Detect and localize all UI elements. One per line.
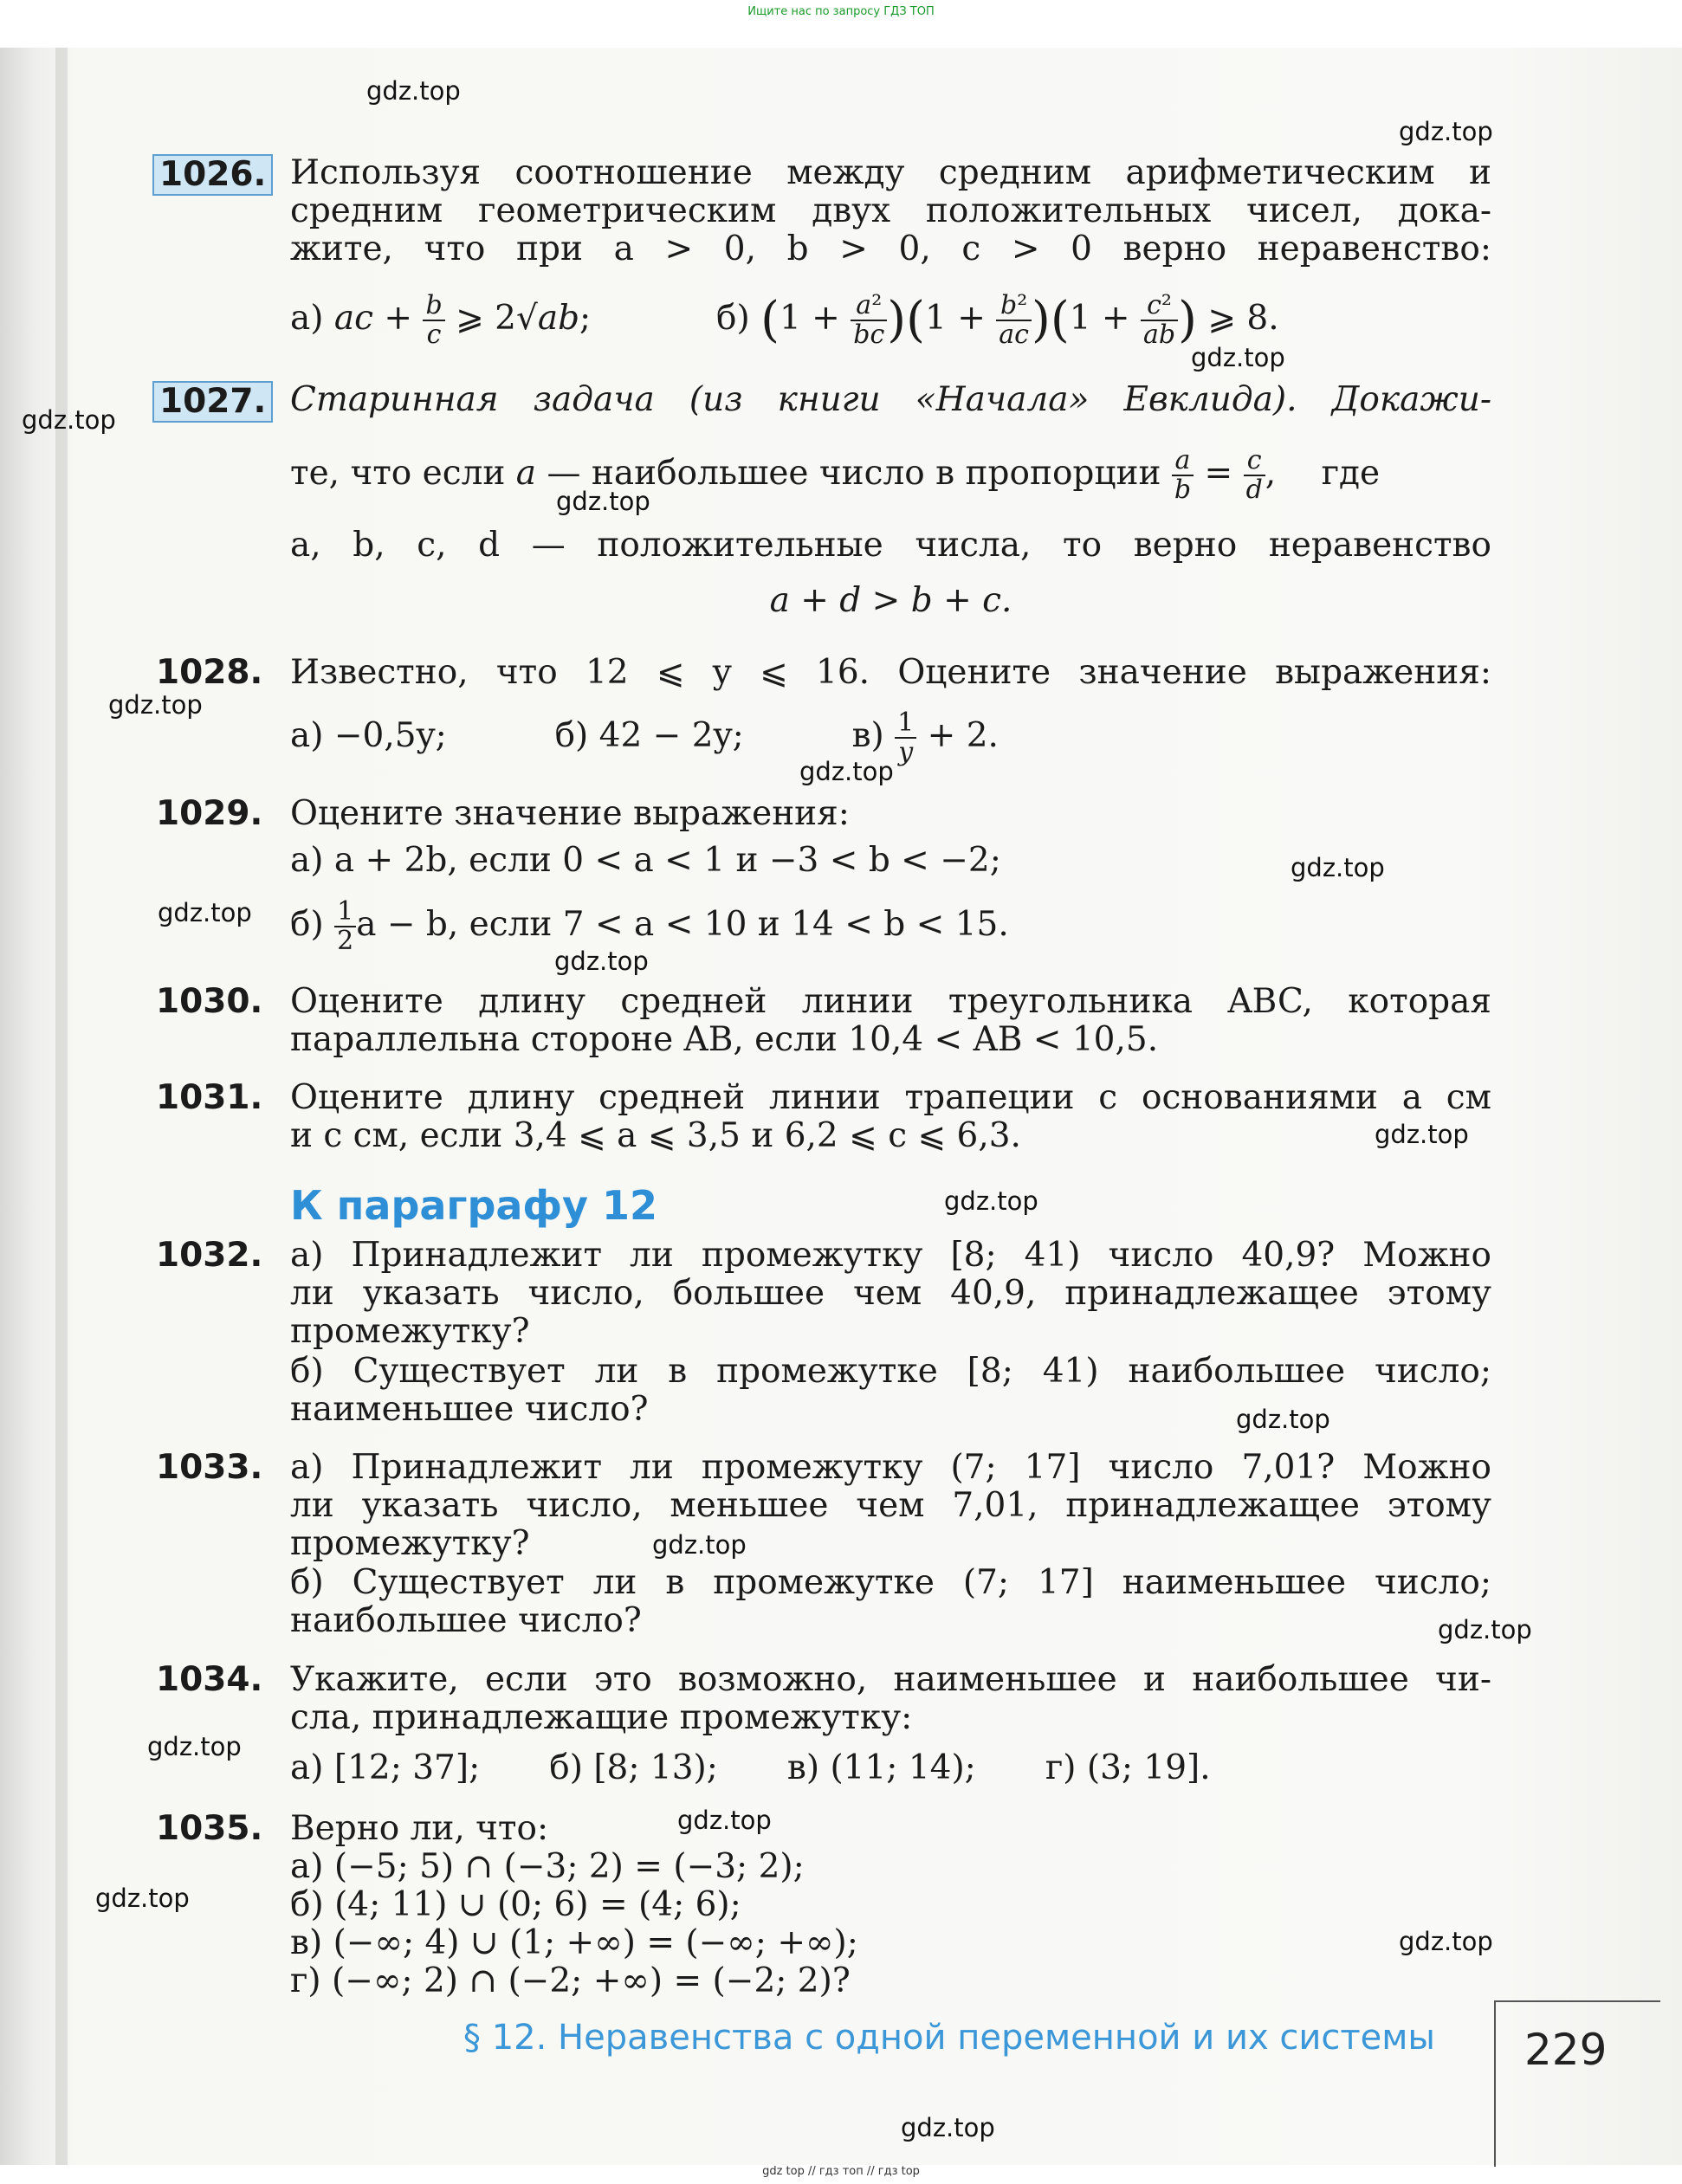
watermark: gdz.top <box>652 1530 747 1560</box>
answer-row: а) [12; 37]; б) [8; 13); в) (11; 14); г) (3; 19]. <box>290 1748 1211 1787</box>
page-spine-shadow <box>55 48 68 2165</box>
problem-number: 1029. <box>156 794 263 833</box>
problem-text: ли указать число, меньшее чем 7,01, принадлежащее этому <box>290 1486 1491 1525</box>
problem-number: 1031. <box>156 1078 263 1117</box>
problem-text: Укажите, если это возможно, наименьшее и наибольшее чи- <box>290 1660 1491 1699</box>
top-banner[interactable]: Ищите нас по запросу ГДЗ ТОП <box>747 5 935 18</box>
problem-text: a, b, c, d — положительные числа, то верно неравенство <box>290 526 1491 565</box>
problem-number: 1035. <box>156 1809 263 1848</box>
problem-text: б) Существует ли в промежутке (7; 17] наименьшее число; <box>290 1563 1491 1602</box>
problem-text: Верно ли, что: <box>290 1809 549 1848</box>
problem-text: Известно, что 12 ⩽ y ⩽ 16. Оцените значение выражения: <box>290 653 1491 692</box>
watermark: gdz.top <box>677 1806 772 1835</box>
problem-text: Оцените длину средней линии треугольника ABC, которая <box>290 982 1491 1021</box>
problem-text: а) Принадлежит ли промежутку (7; 17] число 7,01? Можно <box>290 1448 1491 1487</box>
problem-text: параллельна стороне AB, если 10,4 < AB < 10,5. <box>290 1020 1159 1059</box>
item-label: а) <box>290 299 324 338</box>
watermark: gdz.top <box>1399 117 1493 146</box>
problem-number: 1027. <box>152 381 273 423</box>
watermark: gdz.top <box>1191 343 1285 372</box>
problem-text: жите, что при a > 0, b > 0, c > 0 верно неравенство: <box>290 229 1491 268</box>
watermark: gdz.top <box>901 2113 995 2142</box>
answer-row: в) (−∞; 4) ∪ (1; +∞) = (−∞; +∞); <box>290 1923 858 1962</box>
watermark: gdz.top <box>556 487 650 516</box>
watermark: gdz.top <box>158 898 252 927</box>
problem-number: 1028. <box>156 653 263 692</box>
problem-number: 1032. <box>156 1236 263 1275</box>
problem-text: сла, принадлежащие промежутку: <box>290 1698 913 1737</box>
answer-row: а) (−5; 5) ∩ (−3; 2) = (−3; 2); <box>290 1847 805 1886</box>
problem-text: Оцените значение выражения: <box>290 794 850 833</box>
problem-text-row: те, что если a — наибольшее число в пропорции $\frac{a}{b}$ = $\frac{c}{d}$ , где <box>290 445 1381 505</box>
problem-text: а) Принадлежит ли промежутку [8; 41) число 40,9? Можно <box>290 1236 1491 1275</box>
problem-text: Старинная задача (из книги «Начала» Евклида). Докажи- <box>290 380 1491 419</box>
answer-row: б) $\frac{1}{2}$ a − b, если 7 < a < 10 и 14 < b < 15. <box>290 896 1009 956</box>
page-number: 229 <box>1524 2025 1608 2075</box>
section-heading: К параграфу 12 <box>290 1182 658 1229</box>
problem-text: промежутку? <box>290 1524 530 1563</box>
watermark: gdz.top <box>366 76 461 106</box>
formula: a + d > b + c. <box>769 581 1012 620</box>
watermark: gdz.top <box>108 690 203 720</box>
watermark: gdz.top <box>944 1186 1038 1216</box>
watermark: gdz.top <box>554 947 649 976</box>
problem-text: Оцените длину средней линии трапеции с основаниями a см <box>290 1078 1491 1117</box>
problem-number: 1034. <box>156 1660 263 1699</box>
answer-row: б) (4; 11) ∪ (0; 6) = (4; 6); <box>290 1885 741 1924</box>
answer-row: а) a + 2b, если 0 < a < 1 и −3 < b < −2; <box>290 841 1001 880</box>
answer-row: г) (−∞; 2) ∩ (−2; +∞) = (−2; 2)? <box>290 1961 851 2000</box>
watermark: gdz.top <box>799 757 894 786</box>
problem-number: 1030. <box>156 982 263 1021</box>
watermark: gdz.top <box>1236 1405 1330 1434</box>
formula-row: а) ac + $\frac{b}{c}$ ⩾ 2√ab; б) (1 + $\frac{\text{a²}}{bc}$ )(1 + $\frac{\text{b²}}{ac}$ )(1 + $\frac{\text{c²}}{ab}$ ) ⩾ 8. <box>290 290 1279 350</box>
problem-text: наибольшее число? <box>290 1601 642 1640</box>
answer-row: а) −0,5y; б) 42 − 2y; в) $\frac{1}{y}$ + 2. <box>290 708 999 767</box>
page-footer: § 12. Неравенства с одной переменной и их системы <box>463 2018 1436 2058</box>
watermark: gdz.top <box>1438 1615 1532 1644</box>
bottom-note: gdz top // гдз топ // гдз top <box>762 2165 920 2178</box>
problem-text: ли указать число, большее чем 40,9, принадлежащее этому <box>290 1274 1491 1313</box>
problem-number: 1026. <box>152 154 273 196</box>
watermark: gdz.top <box>1399 1927 1493 1956</box>
problem-text: и c см, если 3,4 ⩽ a ⩽ 3,5 и 6,2 ⩽ c ⩽ 6,3. <box>290 1116 1021 1155</box>
watermark: gdz.top <box>95 1884 190 1913</box>
problem-text: средним геометрическим двух положительных чисел, дока- <box>290 191 1491 230</box>
watermark: gdz.top <box>22 405 116 435</box>
watermark: gdz.top <box>1291 853 1385 882</box>
problem-text: Используя соотношение между средним арифметическим и <box>290 153 1491 192</box>
problem-text: наименьшее число? <box>290 1390 649 1429</box>
problem-text: б) Существует ли в промежутке [8; 41) наибольшее число; <box>290 1352 1491 1391</box>
watermark: gdz.top <box>147 1732 242 1761</box>
problem-number: 1033. <box>156 1448 263 1487</box>
watermark: gdz.top <box>1375 1120 1469 1149</box>
item-label: б) <box>715 299 750 338</box>
problem-text: промежутку? <box>290 1312 530 1351</box>
